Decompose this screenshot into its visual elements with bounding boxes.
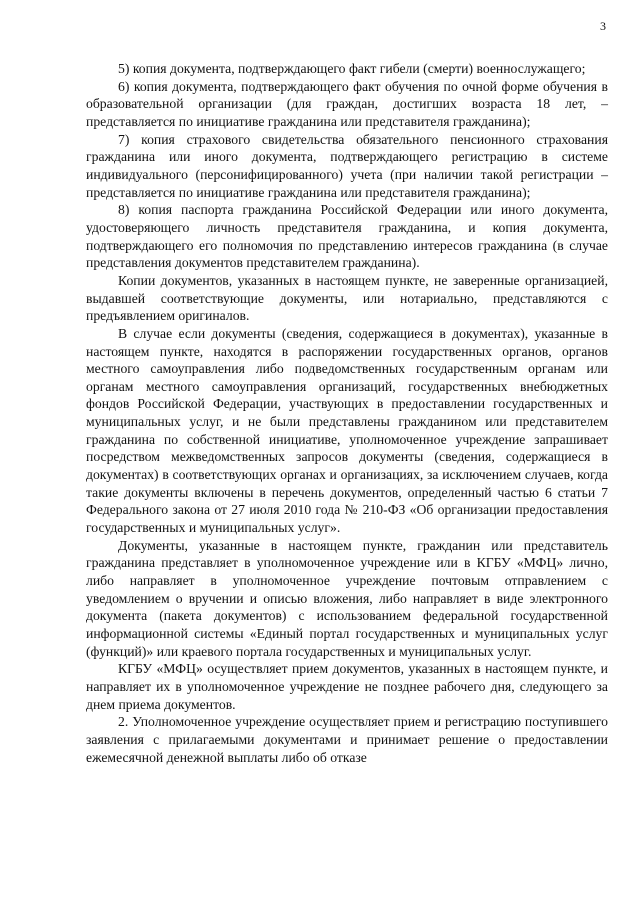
paragraph-mfc: КГБУ «МФЦ» осуществляет прием документов, указанных в настоящем пункте, и направляет их в уполномоченное учреждение не позднее рабочего дня, следующего за днем приема документов. [86, 661, 608, 712]
paragraph-item-5: 5) копия документа, подтверждающего факт гибели (смерти) военнослужащего; [118, 61, 586, 76]
paragraph-interagency-requests: В случае если документы (сведения, содержащиеся в документах), указанные в настоящем пункте, находятся в распоряжении государственных органов, органов местного самоуправления либо подведомственных государственным органам или органам местного самоуправления организаций, государственных внебюджетных фондов Российской Федерации, участвующих в предоставлении государственных и муниципальных услуг, и не были представлены гражданином или представителем гражданина по собственной инициативе, уполномоченное учреждение запрашивает посредством межведомственных запросов документы (сведения, содержащиеся в документах) в соответствующих органах и организациях, за исключением случаев, когда такие документы включены в перечень документов, определенный частью 6 статьи 7 Федерального закона от 27 июля 2010 года № 210-ФЗ «Об организации предоставления государственных и муниципальных услуг». [86, 325, 608, 536]
paragraph-item-8: 8) копия паспорта гражданина Российской Федерации или иного документа, удостоверяющего личность представителя гражданина, и копия документа, подтверждающего его полномочия по представлению интересов гражданина (в случае представления документов представителем гражданина). [86, 202, 608, 271]
paragraph-item-2: 2. Уполномоченное учреждение осуществляет прием и регистрацию поступившего заявления с прилагаемыми документами и принимает решение о предоставлении ежемесячной денежной выплаты либо об отказе [86, 714, 608, 765]
paragraph-item-7: 7) копия страхового свидетельства обязательного пенсионного страхования гражданина или иного документа, подтверждающего регистрацию в системе индивидуального (персонифицированного) учета (при наличии такой регистрации – представляется по инициативе гражданина или представителя гражданина); [86, 131, 608, 200]
document-body [86, 60, 608, 766]
paragraph-copies: Копии документов, указанных в настоящем пункте, не заверенные организацией, выдавшей соответствующие документы, или нотариально, представляются с предъявлением оригиналов. [86, 272, 608, 324]
page-number: 3 [600, 19, 606, 33]
paragraph-submission-methods: Документы, указанные в настоящем пункте, гражданин или представитель гражданина представляет в уполномоченное учреждение или в КГБУ «МФЦ» лично, либо направляет в уполномоченное учреждение почтовым отправлением с уведомлением о вручении и описью вложения, либо направляет в виде электронного документа (пакета документов) с использованием федеральной государственной информационной системы «Единый портал государственных и муниципальных услуг (функций)» или краевого портала государственных и муниципальных услуг. [86, 537, 608, 659]
paragraph-item-6: 6) копия документа, подтверждающего факт обучения по очной форме обучения в образовательной организации (для граждан, достигших возраста 18 лет, – представляется по инициативе гражданина или представителя гражданина); [86, 78, 608, 129]
